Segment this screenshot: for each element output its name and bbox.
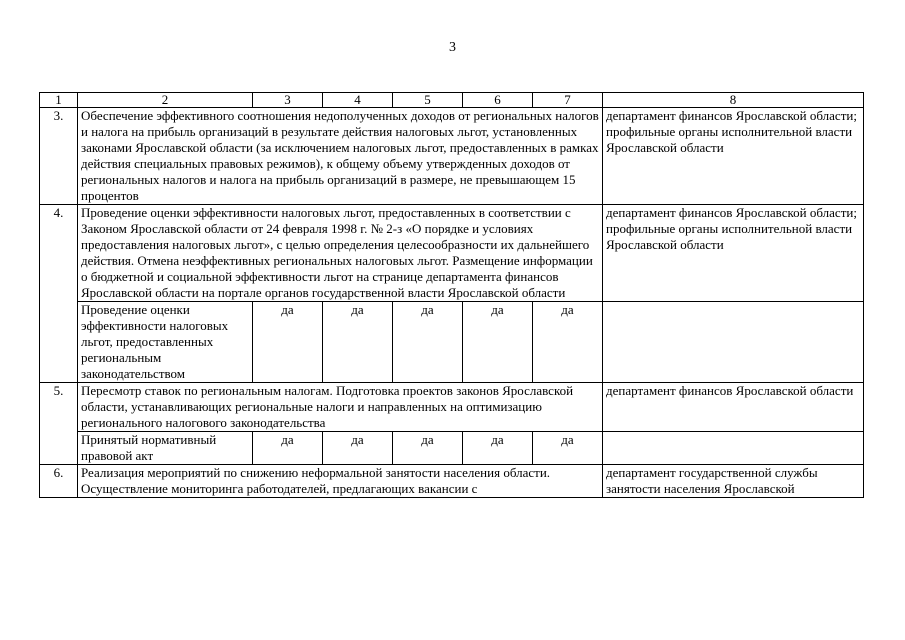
table-row bbox=[40, 383, 864, 432]
indicator-value: да bbox=[463, 302, 533, 383]
indicator-label: Принятый нормативный правовой акт bbox=[78, 432, 253, 465]
row-number: 3. bbox=[40, 108, 78, 205]
responsible-cell: департамент финансов Ярославской области bbox=[603, 383, 864, 432]
column-number: 6 bbox=[463, 93, 533, 108]
table-row bbox=[40, 465, 864, 498]
measure-text: Обеспечение эффективного соотношения недополученных доходов от региональных налогов и налога на прибыль организаций в результате действия налоговых льгот, установленных законами Ярославской области (за исключением налоговых льгот, предоставленных в рамках действия специальных правовых режимов), к общему объему утвержденных доходов от региональных налогов и налога на прибыль организаций в размере, не превышающем 15 процентов bbox=[78, 108, 603, 205]
column-numbers-row bbox=[40, 93, 864, 108]
measures-table bbox=[39, 92, 864, 498]
row-number: 5. bbox=[40, 383, 78, 432]
indicator-label: Проведение оценки эффективности налоговых льгот, предоставленных региональным законодательством bbox=[78, 302, 253, 383]
column-number: 2 bbox=[78, 93, 253, 108]
indicator-value: да bbox=[323, 302, 393, 383]
row-number: 4. bbox=[40, 205, 78, 302]
responsible-cell-empty bbox=[603, 302, 864, 383]
measure-text: Проведение оценки эффективности налоговых льгот, предоставленных в соответствии с Законом Ярославской области от 24 февраля 1998 г. № 2-з «О порядке и условиях предоставления налоговых льгот», с целью определения целесообразности их дальнейшего действия. Отмена неэффективных региональных налоговых льгот. Размещение информации о бюджетной и социальной эффективности льгот на странице департамента финансов Ярославской области на портале органов государственной власти Ярославской области bbox=[78, 205, 603, 302]
indicator-row bbox=[40, 302, 864, 383]
column-number: 1 bbox=[40, 93, 78, 108]
indicator-value: да bbox=[533, 302, 603, 383]
column-number: 3 bbox=[253, 93, 323, 108]
responsible-cell: департамент финансов Ярославской области; профильные органы исполнительной власти Ярославской области bbox=[603, 205, 864, 302]
indicator-value: да bbox=[323, 432, 393, 465]
indicator-value: да bbox=[463, 432, 533, 465]
responsible-cell-empty bbox=[603, 432, 864, 465]
page-number: 3 bbox=[449, 40, 456, 55]
measure-text: Реализация мероприятий по снижению неформальной занятости населения области. Осуществление мониторинга работодателей, предлагающих вакансии с bbox=[78, 465, 603, 498]
table-row bbox=[40, 108, 864, 205]
row-number-continuation bbox=[40, 432, 78, 465]
indicator-value: да bbox=[393, 302, 463, 383]
column-number: 8 bbox=[603, 93, 864, 108]
responsible-cell: департамент государственной службы занятости населения Ярославской bbox=[603, 465, 864, 498]
table-row bbox=[40, 205, 864, 302]
row-number: 6. bbox=[40, 465, 78, 498]
indicator-row bbox=[40, 432, 864, 465]
indicator-value: да bbox=[533, 432, 603, 465]
measure-text: Пересмотр ставок по региональным налогам. Подготовка проектов законов Ярославской области, устанавливающих региональные налоги и направленных на оптимизацию регионального налогового законодательства bbox=[78, 383, 603, 432]
responsible-cell: департамент финансов Ярославской области; профильные органы исполнительной власти Ярославской области bbox=[603, 108, 864, 205]
indicator-value: да bbox=[253, 432, 323, 465]
column-number: 4 bbox=[323, 93, 393, 108]
column-number: 7 bbox=[533, 93, 603, 108]
row-number-continuation bbox=[40, 302, 78, 383]
column-number: 5 bbox=[393, 93, 463, 108]
indicator-value: да bbox=[253, 302, 323, 383]
indicator-value: да bbox=[393, 432, 463, 465]
